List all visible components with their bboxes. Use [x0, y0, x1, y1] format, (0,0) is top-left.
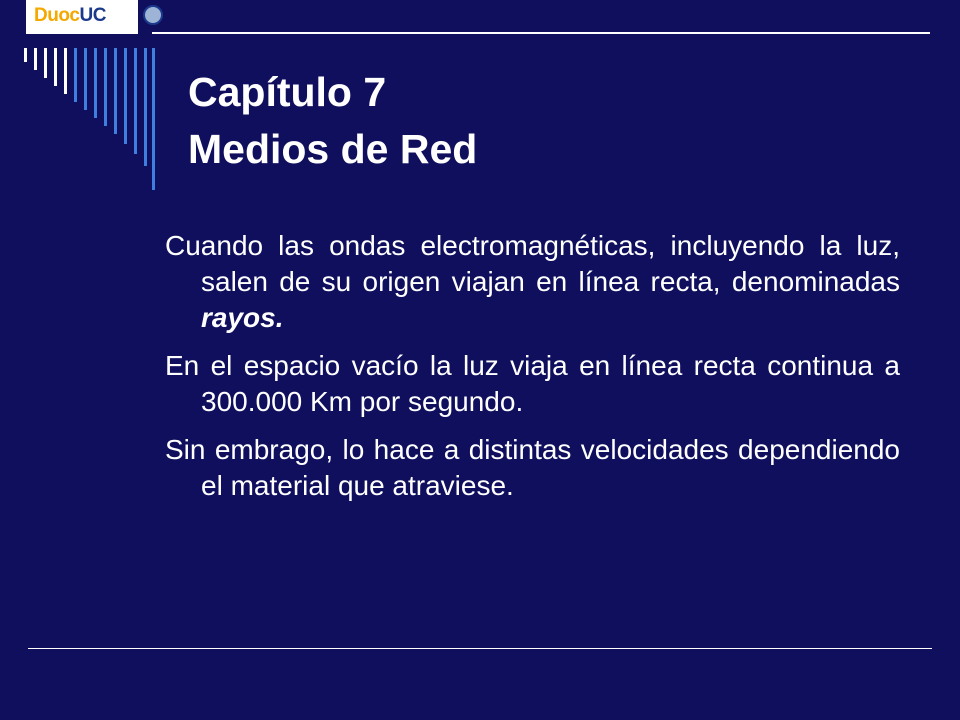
logo-wordmark: DuocUC: [34, 5, 106, 26]
logo-seal-icon: [143, 5, 163, 25]
paragraph-2: En el espacio vacío la luz viaja en línea recta continua a 300.000 Km por segundo.: [165, 350, 900, 417]
paragraph-1: Cuando las ondas electromagnéticas, incluyendo la luz, salen de su origen viajan en línea recta, denominadas rayos.: [165, 230, 900, 333]
emphasis-rayos: rayos.: [201, 302, 284, 333]
slide-title: [188, 64, 477, 178]
paragraph-3: Sin embrago, lo hace a distintas velocidades dependiendo el material que atraviese.: [165, 434, 900, 501]
title-line-2: Medios de Red: [188, 126, 478, 172]
bottom-divider: [28, 648, 932, 649]
title-line-1: Capítulo 7: [188, 69, 387, 115]
duoc-uc-logo: [26, 0, 138, 34]
top-divider: [152, 32, 930, 34]
slide-body: [165, 228, 900, 516]
